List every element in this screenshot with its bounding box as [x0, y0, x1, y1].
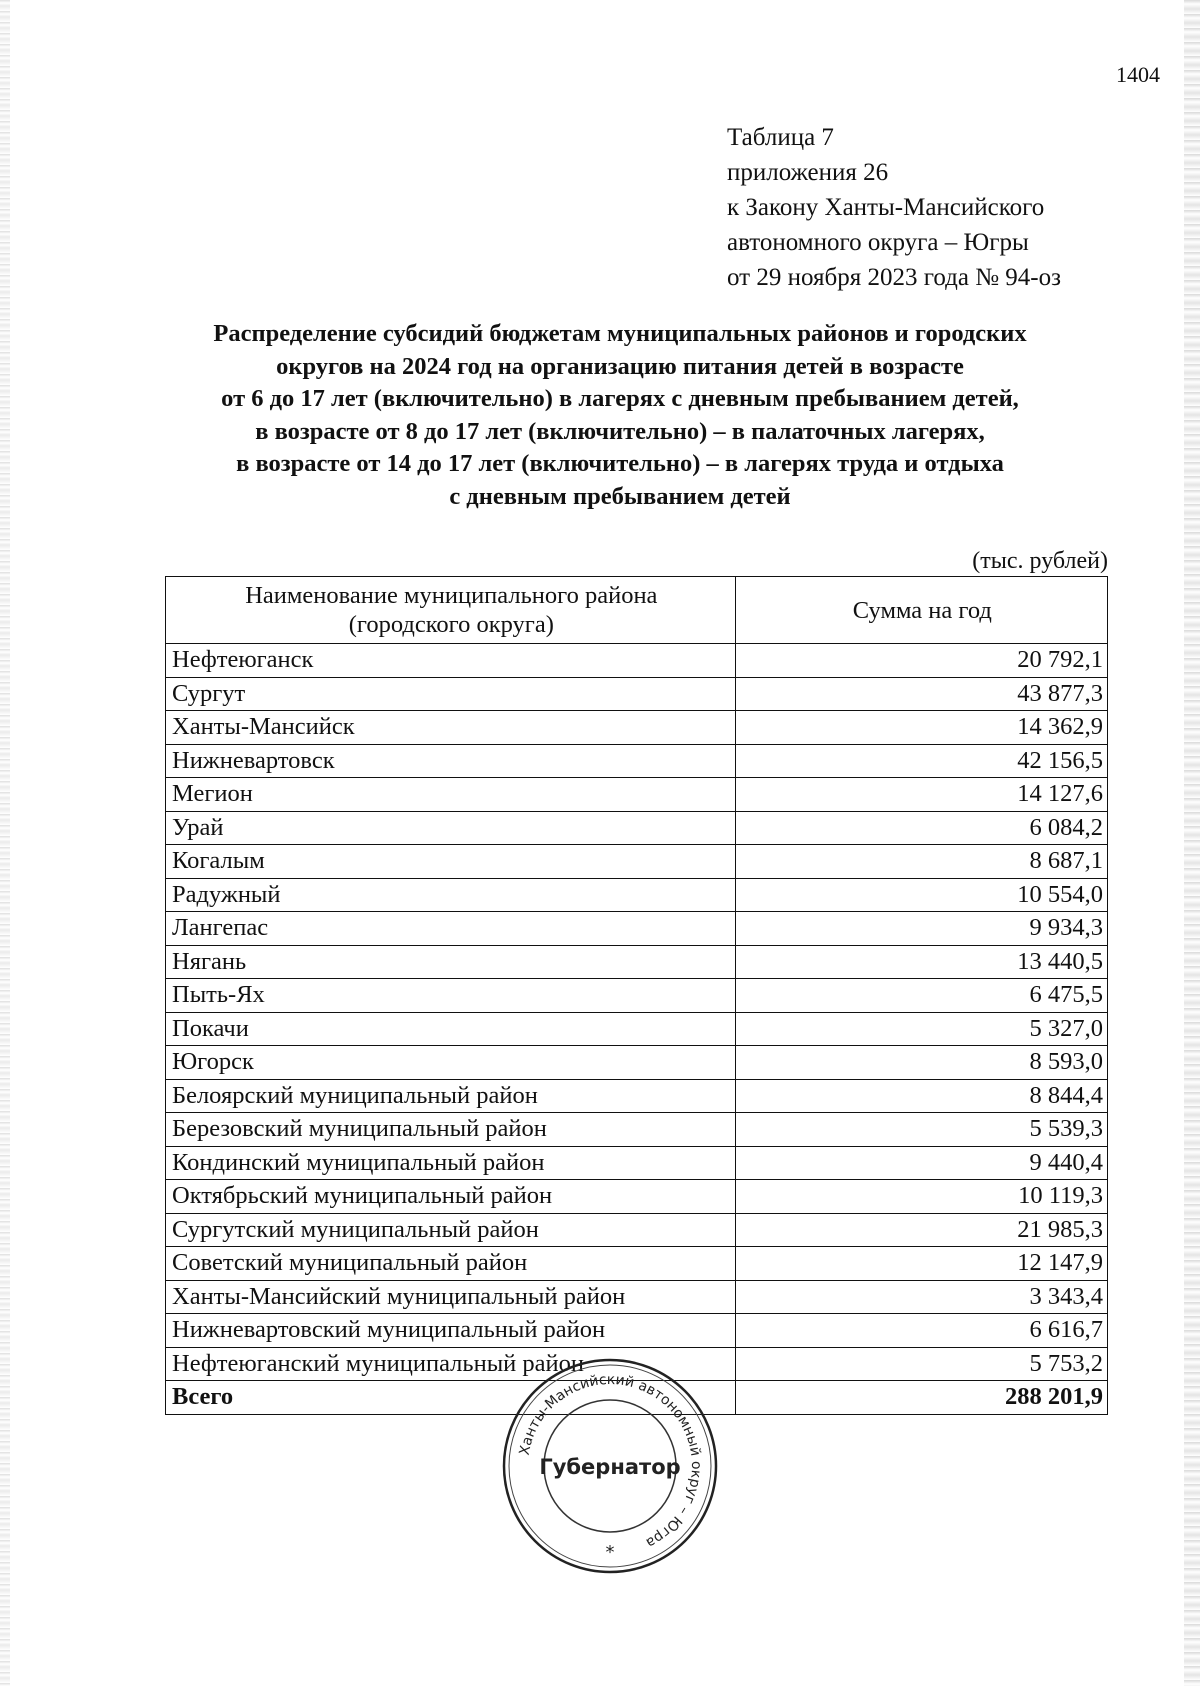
table-row: [166, 1012, 1108, 1046]
row-value: 21 985,3: [735, 1213, 1107, 1247]
row-value: 43 877,3: [735, 677, 1107, 711]
page-number: 1404: [1116, 62, 1160, 87]
total-value: 288 201,9: [735, 1381, 1107, 1415]
table-row: [166, 644, 1108, 678]
table-row: [166, 1314, 1108, 1348]
row-name: Октябрьский муниципальный район: [166, 1180, 736, 1214]
row-value: 8 593,0: [735, 1046, 1107, 1080]
header-amount: Сумма на год: [735, 577, 1107, 644]
table-row: [166, 845, 1108, 879]
row-value: 6 616,7: [735, 1314, 1107, 1348]
total-label: Всего: [166, 1381, 736, 1415]
row-name: Сургут: [166, 677, 736, 711]
row-name: Белоярский муниципальный район: [166, 1079, 736, 1113]
header-name-line1: Наименование муниципального района: [245, 582, 658, 609]
table-row: [166, 677, 1108, 711]
subsidy-table: [165, 576, 1108, 1415]
row-name: Нягань: [166, 945, 736, 979]
row-name: Кондинский муниципальный район: [166, 1146, 736, 1180]
row-value: 42 156,5: [735, 744, 1107, 778]
title-line: от 6 до 17 лет (включительно) в лагерях с дневным пребыванием детей,: [221, 385, 1019, 412]
appendix-line: Таблица 7: [727, 124, 834, 151]
row-value: 8 687,1: [735, 845, 1107, 879]
table-row: [166, 744, 1108, 778]
row-value: 10 119,3: [735, 1180, 1107, 1214]
row-value: 9 934,3: [735, 912, 1107, 946]
row-value: 14 362,9: [735, 711, 1107, 745]
table-row: [166, 1079, 1108, 1113]
table-row: [166, 1213, 1108, 1247]
title-line: Распределение субсидий бюджетам муниципальных районов и городских: [213, 320, 1027, 347]
row-name: Радужный: [166, 878, 736, 912]
row-value: 13 440,5: [735, 945, 1107, 979]
row-name: Когалым: [166, 845, 736, 879]
table-row: [166, 945, 1108, 979]
row-value: 5 539,3: [735, 1113, 1107, 1147]
seal-stamp: [500, 1356, 720, 1576]
table-row: [166, 1146, 1108, 1180]
table-row: [166, 912, 1108, 946]
table-row: [166, 1180, 1108, 1214]
title-line: округов на 2024 год на организацию питания детей в возрасте: [276, 352, 964, 380]
row-value: 20 792,1: [735, 644, 1107, 678]
row-value: 5 327,0: [735, 1012, 1107, 1046]
scan-edge-left: [0, 0, 10, 1686]
row-value: 14 127,6: [735, 778, 1107, 812]
table-row: [166, 878, 1108, 912]
table-row: [166, 979, 1108, 1013]
row-value: 10 554,0: [735, 878, 1107, 912]
row-value: 12 147,9: [735, 1247, 1107, 1281]
appendix-line: к Закону Ханты-Мансийского: [727, 194, 1045, 221]
document-title: [120, 318, 1120, 513]
header-name-line2: (городского округа): [348, 611, 554, 638]
row-value: 5 753,2: [735, 1347, 1107, 1381]
row-value: 6 475,5: [735, 979, 1107, 1013]
seal-ring-textpath: Ханты-Мансийский автономный округ – Югра: [516, 1371, 705, 1551]
units-label: (тыс. рублей): [972, 548, 1108, 574]
row-value: 3 343,4: [735, 1280, 1107, 1314]
row-name: Нефтеюганск: [166, 644, 736, 678]
header-name: [166, 577, 736, 644]
appendix-line: приложения 26: [727, 159, 889, 186]
row-name: Лангепас: [166, 912, 736, 946]
table-body: [166, 644, 1108, 1415]
row-name: Югорск: [166, 1046, 736, 1080]
table-row: [166, 778, 1108, 812]
table-row: [166, 811, 1108, 845]
appendix-line: от 29 ноября 2023 года № 94-оз: [727, 264, 1061, 291]
appendix-line: автономного округа – Югры: [727, 229, 1029, 256]
table-row: [166, 1113, 1108, 1147]
title-line: с дневным пребыванием детей: [449, 482, 791, 510]
table-row: [166, 1280, 1108, 1314]
table-header-row: [166, 577, 1108, 644]
seal-star: *: [605, 1542, 615, 1563]
row-name: Березовский муниципальный район: [166, 1113, 736, 1147]
table-row: [166, 1046, 1108, 1080]
row-name: Ханты-Мансийский муниципальный район: [166, 1280, 736, 1314]
row-name: Сургутский муниципальный район: [166, 1213, 736, 1247]
table-row: [166, 1247, 1108, 1281]
title-line: в возрасте от 14 до 17 лет (включительно) – в лагерях труда и отдыха: [236, 450, 1004, 477]
row-name: Мегион: [166, 778, 736, 812]
row-name: Нижневартовск: [166, 744, 736, 778]
seal-center-text: Губернатор: [539, 1455, 681, 1479]
row-name: Урай: [166, 811, 736, 845]
row-name: Нефтеюганский муниципальный район: [166, 1347, 736, 1381]
row-value: 8 844,4: [735, 1079, 1107, 1113]
row-name: Покачи: [166, 1012, 736, 1046]
row-name: Пыть-Ях: [166, 979, 736, 1013]
scan-edge-right: [1184, 0, 1200, 1686]
table-row: [166, 711, 1108, 745]
appendix-reference: [727, 120, 1147, 295]
row-name: Советский муниципальный район: [166, 1247, 736, 1281]
row-value: 6 084,2: [735, 811, 1107, 845]
title-line: в возрасте от 8 до 17 лет (включительно) – в палаточных лагерях,: [255, 417, 985, 445]
row-name: Нижневартовский муниципальный район: [166, 1314, 736, 1348]
row-value: 9 440,4: [735, 1146, 1107, 1180]
row-name: Ханты-Мансийск: [166, 711, 736, 745]
